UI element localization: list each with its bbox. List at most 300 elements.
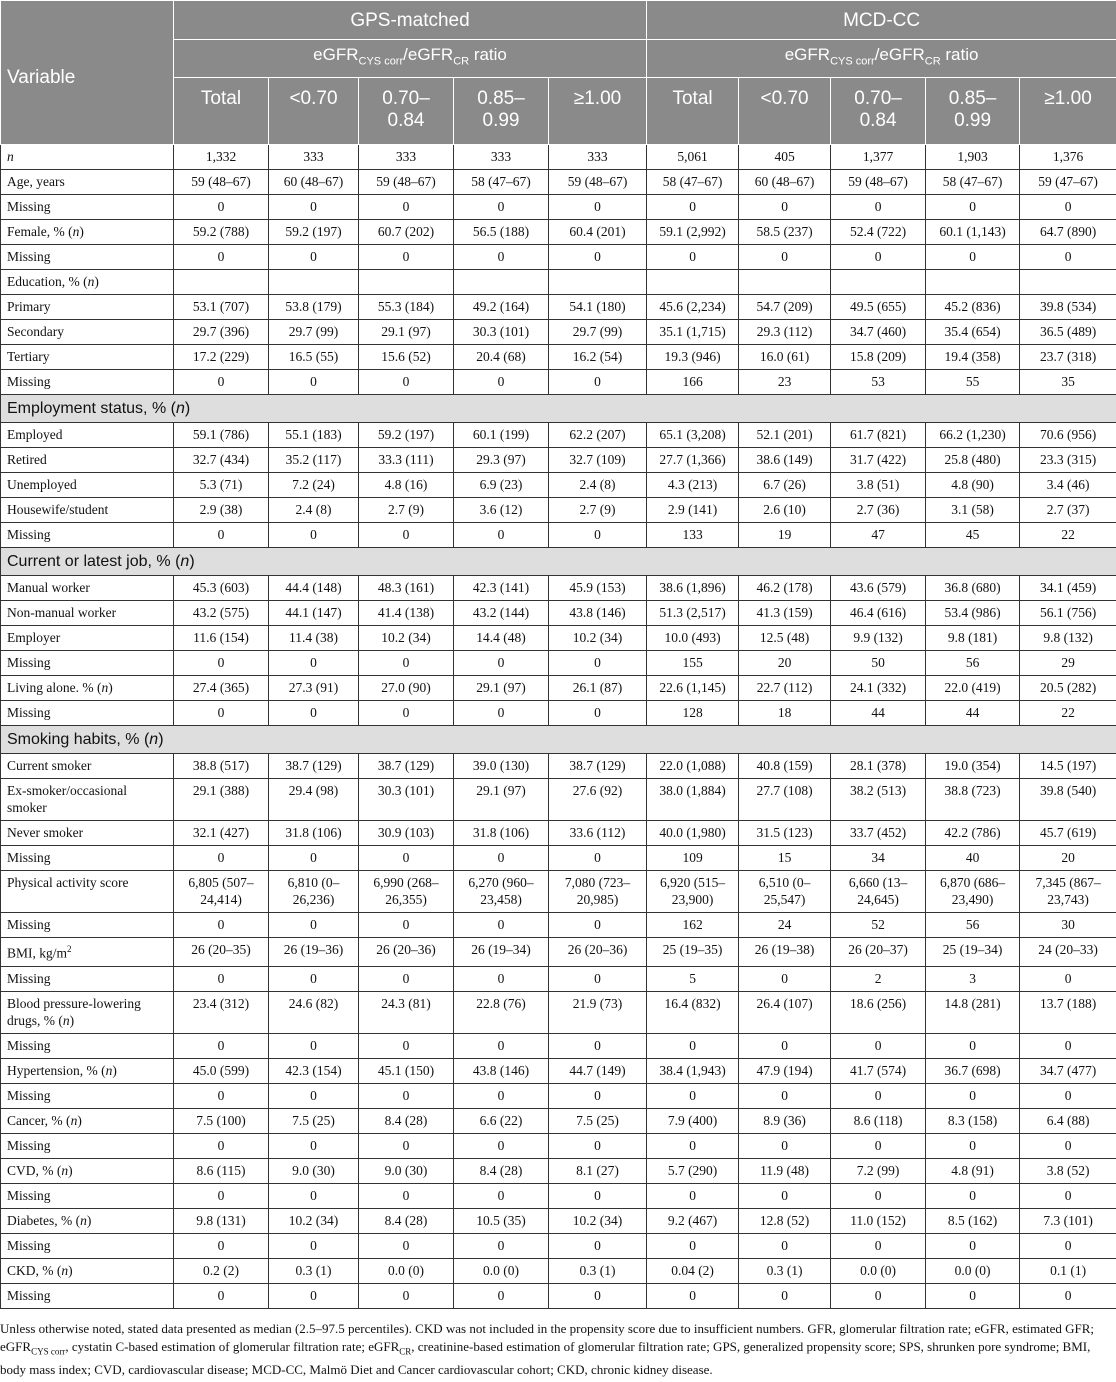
table-cell: 9.2 (467) [647, 1208, 739, 1233]
row-label: BMI, $kg/m^2$ [1, 938, 174, 967]
table-row [1, 245, 1116, 270]
table-cell [174, 270, 269, 295]
table-cell: 0 [739, 1133, 831, 1158]
table-cell: 53.1 (707) [174, 295, 269, 320]
table-cell: 0 [647, 245, 739, 270]
table-cell: 11.9 (48) [739, 1158, 831, 1183]
table-cell: 0 [549, 245, 647, 270]
table-row [1, 295, 1116, 320]
table-cell: 0 [1020, 245, 1116, 270]
table-cell: 8.3 (158) [926, 1108, 1020, 1133]
section-header-row [1, 726, 1116, 754]
table-cell: 12.8 (52) [739, 1208, 831, 1233]
table-cell: 17.2 (229) [174, 345, 269, 370]
table-cell: 5.7 (290) [647, 1158, 739, 1183]
table-cell: 20 [1020, 846, 1116, 871]
table-cell: 5.3 (71) [174, 473, 269, 498]
table-cell: 61.7 (821) [831, 423, 926, 448]
table-cell: 26 (20–36) [359, 938, 454, 967]
row-label: Ex-smoker/occasional smoker [1, 779, 174, 821]
table-cell: 2.4 (8) [269, 498, 359, 523]
row-label: Hypertension, % (n) [1, 1058, 174, 1083]
table-cell: 26 (19–34) [454, 938, 549, 967]
table-cell: 14.5 (197) [1020, 754, 1116, 779]
table-row [1, 473, 1116, 498]
table-cell: 7.2 (99) [831, 1158, 926, 1183]
row-label: Manual worker [1, 576, 174, 601]
table-cell: 56 [926, 651, 1020, 676]
table-cell: 33.7 (452) [831, 821, 926, 846]
table-cell: 0 [454, 966, 549, 991]
table-cell: 44 [926, 701, 1020, 726]
table-cell: 16.0 (61) [739, 345, 831, 370]
table-row [1, 320, 1116, 345]
table-cell: 38.7 (129) [549, 754, 647, 779]
row-label: Blood pressure-lowering drugs, % (n) [1, 991, 174, 1033]
table-cell: 162 [647, 913, 739, 938]
table-cell: 56.1 (756) [1020, 601, 1116, 626]
table-cell [549, 270, 647, 295]
table-cell: 44.1 (147) [269, 601, 359, 626]
table-cell: 47 [831, 523, 926, 548]
table-row [1, 966, 1116, 991]
table-cell: 0 [454, 846, 549, 871]
table-cell: 29.7 (99) [549, 320, 647, 345]
table-cell: 45.3 (603) [174, 576, 269, 601]
table-cell: 0 [174, 370, 269, 395]
row-label: Employed [1, 423, 174, 448]
table-cell: 0 [174, 523, 269, 548]
table-cell: 333 [269, 145, 359, 170]
table-cell: 32.1 (427) [174, 821, 269, 846]
table-cell: 45.2 (836) [926, 295, 1020, 320]
table-cell [647, 270, 739, 295]
table-cell: 0 [174, 1183, 269, 1208]
table-cell: 0 [454, 245, 549, 270]
table-cell: 4.8 (91) [926, 1158, 1020, 1183]
table-cell: 0.3 (1) [269, 1258, 359, 1283]
table-cell: 0 [831, 1033, 926, 1058]
table-cell: 2 [831, 966, 926, 991]
column-header: ≥1.00 [549, 78, 647, 145]
table-cell: 4.3 (213) [647, 473, 739, 498]
table-cell: 29.3 (97) [454, 448, 549, 473]
table-cell: 43.2 (144) [454, 601, 549, 626]
table-cell: 53.8 (179) [269, 295, 359, 320]
table-cell: 0 [926, 1233, 1020, 1258]
table-cell: 0 [359, 1033, 454, 1058]
table-row [1, 991, 1116, 1033]
table-row [1, 871, 1116, 913]
table-cell: 0 [739, 195, 831, 220]
table-cell: 27.4 (365) [174, 676, 269, 701]
table-cell: 8.9 (36) [739, 1108, 831, 1133]
row-label: Diabetes, % (n) [1, 1208, 174, 1233]
table-cell: 44.4 (148) [269, 576, 359, 601]
table-cell: 0 [454, 370, 549, 395]
table-cell: 9.0 (30) [359, 1158, 454, 1183]
row-label: Missing [1, 966, 174, 991]
table-cell: 0 [454, 1283, 549, 1308]
table-row [1, 1108, 1116, 1133]
table-cell: 0 [454, 1033, 549, 1058]
table-cell: 45.7 (619) [1020, 821, 1116, 846]
table-cell: 0 [454, 1183, 549, 1208]
table-cell: 25.8 (480) [926, 448, 1020, 473]
table-cell: 7.5 (100) [174, 1108, 269, 1133]
table-cell: 0 [174, 966, 269, 991]
column-header: 0.70– 0.84 [831, 78, 926, 145]
table-row [1, 1058, 1116, 1083]
table-cell: 38.7 (129) [269, 754, 359, 779]
table-cell: 59 (48–67) [549, 170, 647, 195]
table-cell: 6.7 (26) [739, 473, 831, 498]
column-header: ≥1.00 [1020, 78, 1116, 145]
table-cell: 24 [739, 913, 831, 938]
table-cell: 45.0 (599) [174, 1058, 269, 1083]
table-cell: 60.1 (199) [454, 423, 549, 448]
table-cell: 42.3 (154) [269, 1058, 359, 1083]
table-cell: 0 [739, 1083, 831, 1108]
table-row [1, 145, 1116, 170]
table-cell: 6.6 (22) [454, 1108, 549, 1133]
table-cell: 0 [359, 370, 454, 395]
table-cell: 333 [359, 145, 454, 170]
table-cell: 0 [549, 1033, 647, 1058]
table-cell: 0.3 (1) [549, 1258, 647, 1283]
table-cell: 45.9 (153) [549, 576, 647, 601]
row-label: Age, years [1, 170, 174, 195]
table-cell: 19.4 (358) [926, 345, 1020, 370]
table-cell: 0 [926, 1183, 1020, 1208]
table-cell: 155 [647, 651, 739, 676]
table-cell: 10.2 (34) [549, 626, 647, 651]
table-row [1, 1233, 1116, 1258]
table-row [1, 498, 1116, 523]
column-header: 0.85– 0.99 [454, 78, 549, 145]
table-cell: 0 [454, 913, 549, 938]
table-cell: 0 [549, 846, 647, 871]
table-cell: 0 [269, 701, 359, 726]
table-cell: 24.1 (332) [831, 676, 926, 701]
table-cell: 4.8 (16) [359, 473, 454, 498]
table-cell [359, 270, 454, 295]
table-cell: 59 (48–67) [831, 170, 926, 195]
row-label: Missing [1, 1083, 174, 1108]
table-row [1, 779, 1116, 821]
column-header: 0.70– 0.84 [359, 78, 454, 145]
table-cell: 0 [1020, 1133, 1116, 1158]
table-row [1, 913, 1116, 938]
table-cell: 0 [174, 1083, 269, 1108]
table-cell: 6,510 (0–25,547) [739, 871, 831, 913]
table-cell: 0 [174, 195, 269, 220]
table-cell: 31.8 (106) [454, 821, 549, 846]
table-cell: 23.4 (312) [174, 991, 269, 1033]
table-cell: 0 [739, 1183, 831, 1208]
table-row [1, 676, 1116, 701]
row-label: Non-manual worker [1, 601, 174, 626]
table-cell: 66.2 (1,230) [926, 423, 1020, 448]
table-cell: 0 [926, 1033, 1020, 1058]
table-row [1, 1258, 1116, 1283]
table-cell: 0.0 (0) [926, 1258, 1020, 1283]
row-label: CVD, % (n) [1, 1158, 174, 1183]
table-cell: 9.8 (181) [926, 626, 1020, 651]
table-cell: 31.8 (106) [269, 821, 359, 846]
table-cell: 59.1 (786) [174, 423, 269, 448]
table-cell: 58.5 (237) [739, 220, 831, 245]
table-cell: 47.9 (194) [739, 1058, 831, 1083]
table-cell: 0 [739, 1033, 831, 1058]
table-cell: 26 (19–36) [269, 938, 359, 967]
row-label: CKD, % (n) [1, 1258, 174, 1283]
table-cell: 29.7 (99) [269, 320, 359, 345]
table-cell: 38.8 (723) [926, 779, 1020, 821]
table-row [1, 220, 1116, 245]
table-cell: 26 (20–35) [174, 938, 269, 967]
table-cell: 0 [1020, 1233, 1116, 1258]
table-cell: 65.1 (3,208) [647, 423, 739, 448]
table-cell: 0 [549, 1183, 647, 1208]
table-cell: 0 [739, 245, 831, 270]
table-cell: 0 [1020, 1033, 1116, 1058]
row-label: Tertiary [1, 345, 174, 370]
table-cell: 4.8 (90) [926, 473, 1020, 498]
table-cell: 41.7 (574) [831, 1058, 926, 1083]
table-cell: 0.04 (2) [647, 1258, 739, 1283]
table-cell: 52.1 (201) [739, 423, 831, 448]
table-cell: 43.8 (146) [549, 601, 647, 626]
table-cell: 8.4 (28) [359, 1208, 454, 1233]
table-cell: 27.3 (91) [269, 676, 359, 701]
table-cell [739, 270, 831, 295]
table-cell: 30.9 (103) [359, 821, 454, 846]
group-header-mcdcc: MCD-CC [647, 1, 1116, 40]
table-cell: 19.3 (946) [647, 345, 739, 370]
table-cell: 0 [831, 1133, 926, 1158]
table-cell: 23.7 (318) [1020, 345, 1116, 370]
table-cell: 0.0 (0) [454, 1258, 549, 1283]
table-cell: 0 [926, 195, 1020, 220]
row-label: Unemployed [1, 473, 174, 498]
section-header-row [1, 395, 1116, 423]
table-row [1, 651, 1116, 676]
table-cell: 0 [926, 1133, 1020, 1158]
row-label: Missing [1, 1133, 174, 1158]
table-cell: 7.5 (25) [549, 1108, 647, 1133]
table-cell: 59.2 (197) [269, 220, 359, 245]
table-cell: 54.7 (209) [739, 295, 831, 320]
table-cell: 0 [269, 1233, 359, 1258]
row-label: Never smoker [1, 821, 174, 846]
table-cell: 0 [174, 701, 269, 726]
table-cell: 0 [739, 1283, 831, 1308]
table-cell: 0 [174, 1283, 269, 1308]
table-cell: 43.8 (146) [454, 1058, 549, 1083]
table-cell: 0.0 (0) [831, 1258, 926, 1283]
table-cell: 30.3 (101) [454, 320, 549, 345]
table-cell: 60.7 (202) [359, 220, 454, 245]
table-cell: 25 (19–35) [647, 938, 739, 967]
table-cell: 0 [549, 1133, 647, 1158]
table-cell: 2.7 (36) [831, 498, 926, 523]
table-cell: 29.4 (98) [269, 779, 359, 821]
table-cell: 0 [549, 523, 647, 548]
table-cell: 52 [831, 913, 926, 938]
table-cell: 0 [359, 195, 454, 220]
column-header: 0.85– 0.99 [926, 78, 1020, 145]
table-cell: 59.2 (788) [174, 220, 269, 245]
table-cell: 11.6 (154) [174, 626, 269, 651]
table-cell: 16.4 (832) [647, 991, 739, 1033]
table-cell: 58 (47–67) [647, 170, 739, 195]
table-cell: 3.4 (46) [1020, 473, 1116, 498]
table-cell: 0 [647, 1283, 739, 1308]
table-cell: 15.6 (52) [359, 345, 454, 370]
table-cell: 0 [359, 651, 454, 676]
table-row [1, 1033, 1116, 1058]
row-label: Missing [1, 245, 174, 270]
table-cell: 6.4 (88) [1020, 1108, 1116, 1133]
table-cell: 13.7 (188) [1020, 991, 1116, 1033]
table-cell: 15.8 (209) [831, 345, 926, 370]
row-label: Secondary [1, 320, 174, 345]
table-cell: 55.3 (184) [359, 295, 454, 320]
table-cell: 133 [647, 523, 739, 548]
table-cell: 22 [1020, 701, 1116, 726]
table-cell: 0 [174, 245, 269, 270]
table-cell: 0 [831, 1233, 926, 1258]
table-cell: 0.2 (2) [174, 1258, 269, 1283]
table-cell: 59.2 (197) [359, 423, 454, 448]
ratio-header-mcdcc: eGFR$_{CYS corr}$/eGFR$_{CR}$ ratio [647, 40, 1116, 78]
table-cell: 25 (19–34) [926, 938, 1020, 967]
table-cell: 26.4 (107) [739, 991, 831, 1033]
table-cell: 0 [647, 1183, 739, 1208]
table-cell: 43.6 (579) [831, 576, 926, 601]
table-cell: 38.2 (513) [831, 779, 926, 821]
table-cell: 7,080 (723–20,985) [549, 871, 647, 913]
row-label: Retired [1, 448, 174, 473]
table-cell: 333 [454, 145, 549, 170]
table-cell: 0 [174, 651, 269, 676]
table-cell: 31.7 (422) [831, 448, 926, 473]
table-cell: 42.2 (786) [926, 821, 1020, 846]
table-row [1, 1158, 1116, 1183]
table-cell: 38.0 (1,884) [647, 779, 739, 821]
table-cell: 33.6 (112) [549, 821, 647, 846]
row-label: n [1, 145, 174, 170]
table-cell: 2.4 (8) [549, 473, 647, 498]
table-cell: 19.0 (354) [926, 754, 1020, 779]
row-label: Female, % (n) [1, 220, 174, 245]
table-cell: 24.6 (82) [269, 991, 359, 1033]
table-cell: 39.8 (540) [1020, 779, 1116, 821]
table-cell: 3.1 (58) [926, 498, 1020, 523]
table-cell: 38.8 (517) [174, 754, 269, 779]
table-cell: 30 [1020, 913, 1116, 938]
table-cell: 38.6 (1,896) [647, 576, 739, 601]
table-cell: 8.1 (27) [549, 1158, 647, 1183]
table-cell: 0.1 (1) [1020, 1258, 1116, 1283]
table-cell: 34.7 (460) [831, 320, 926, 345]
table-cell: 8.5 (162) [926, 1208, 1020, 1233]
table-cell: 2.6 (10) [739, 498, 831, 523]
table-cell: 0 [359, 1183, 454, 1208]
table-cell: 0 [1020, 1283, 1116, 1308]
table-cell: 34.7 (477) [1020, 1058, 1116, 1083]
section-header-row [1, 548, 1116, 576]
table-cell: 3 [926, 966, 1020, 991]
group-header-gps: GPS-matched [174, 1, 647, 40]
table-row [1, 423, 1116, 448]
table-cell: 59 (48–67) [359, 170, 454, 195]
table-cell: 9.9 (132) [831, 626, 926, 651]
table-cell: 14.8 (281) [926, 991, 1020, 1033]
table-row [1, 821, 1116, 846]
table-row [1, 1183, 1116, 1208]
table-cell: 9.8 (132) [1020, 626, 1116, 651]
table-cell: 62.2 (207) [549, 423, 647, 448]
table-cell: 53.4 (986) [926, 601, 1020, 626]
table-cell: 22.7 (112) [739, 676, 831, 701]
table-cell: 14.4 (48) [454, 626, 549, 651]
table-cell: 3.6 (12) [454, 498, 549, 523]
table-cell: 0 [269, 651, 359, 676]
table-cell: 2.7 (9) [549, 498, 647, 523]
column-header: <0.70 [739, 78, 831, 145]
table-cell: 6,990 (268–26,355) [359, 871, 454, 913]
table-cell: 28.1 (378) [831, 754, 926, 779]
table-cell: 0 [174, 913, 269, 938]
table-cell: 5 [647, 966, 739, 991]
table-row [1, 754, 1116, 779]
row-label: Living alone. % (n) [1, 676, 174, 701]
variable-header: Variable [1, 1, 174, 145]
column-header: Total [174, 78, 269, 145]
table-cell: 6,270 (960–23,458) [454, 871, 549, 913]
table-cell: 0.0 (0) [359, 1258, 454, 1283]
table-cell: 3.8 (51) [831, 473, 926, 498]
table-cell: 58 (47–67) [926, 170, 1020, 195]
table-row [1, 701, 1116, 726]
ratio-header-gps: eGFR$_{CYS corr}$/eGFR$_{CR}$ ratio [174, 40, 647, 78]
table-cell: 54.1 (180) [549, 295, 647, 320]
table-cell: 59 (47–67) [1020, 170, 1116, 195]
table-cell: 58 (47–67) [454, 170, 549, 195]
table-cell: 0 [269, 913, 359, 938]
table-row [1, 448, 1116, 473]
section-label: Employment status, % (n) [1, 395, 1116, 423]
table-cell: 0 [647, 195, 739, 220]
table-cell: 0 [1020, 966, 1116, 991]
row-label: Missing [1, 1283, 174, 1308]
table-row [1, 626, 1116, 651]
table-cell: 0 [1020, 195, 1116, 220]
table-cell: 34 [831, 846, 926, 871]
table-cell: 405 [739, 145, 831, 170]
table-row [1, 523, 1116, 548]
table-cell: 20.4 (68) [454, 345, 549, 370]
table-cell: 0 [831, 245, 926, 270]
table-cell: 56.5 (188) [454, 220, 549, 245]
row-label: Missing [1, 370, 174, 395]
table-cell: 11.0 (152) [831, 1208, 926, 1233]
table-cell: 0 [269, 966, 359, 991]
table-cell: 7.9 (400) [647, 1108, 739, 1133]
table-cell: 20.5 (282) [1020, 676, 1116, 701]
